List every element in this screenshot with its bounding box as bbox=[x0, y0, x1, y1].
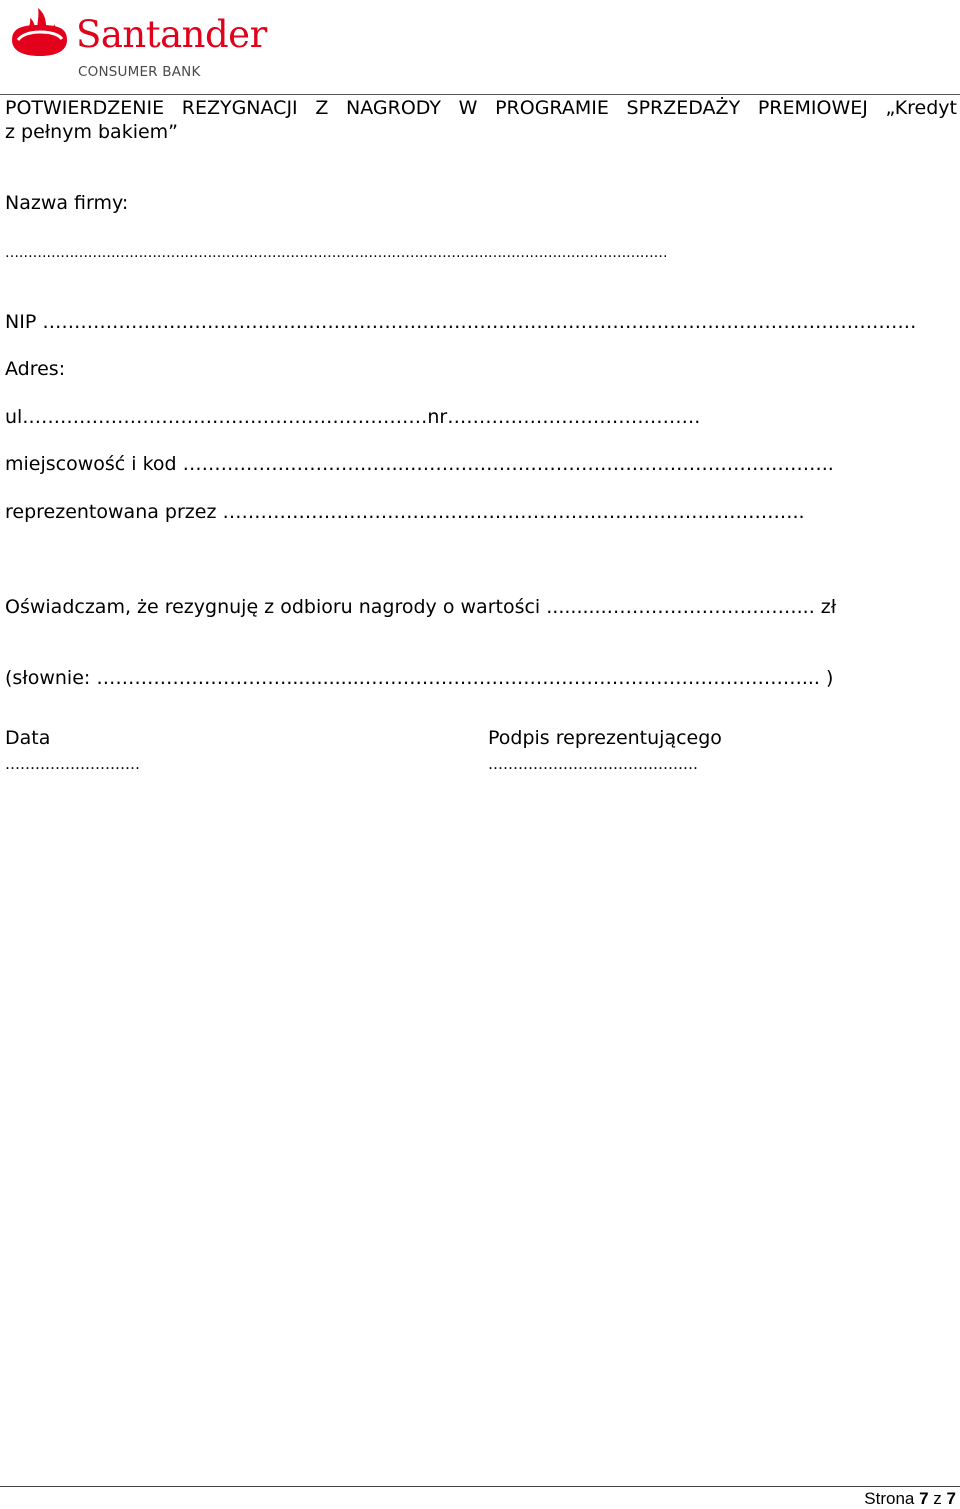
santander-logo bbox=[10, 6, 267, 84]
city-postcode-line: miejscowość i kod ……………………………..………………………………………………………….. bbox=[5, 453, 834, 475]
logo-subtitle: CONSUMER BANK bbox=[78, 64, 201, 80]
amount-in-words-line: (słownie: ………………………….............……………………………………………………………... ) bbox=[5, 667, 834, 689]
document-title-line2: z pełnym bakiem” bbox=[5, 121, 179, 143]
nip-field bbox=[5, 310, 916, 334]
representative-line: reprezentowana przez ……………………………………………………………………………….. bbox=[5, 501, 805, 523]
signature-label: Podpis reprezentującego bbox=[488, 727, 722, 749]
declaration-line: Oświadczam, że rezygnuję z odbioru nagrody o wartości ..........…………………………... zł bbox=[5, 596, 837, 618]
page-total: 7 bbox=[946, 1489, 956, 1508]
footer-divider bbox=[0, 1486, 960, 1487]
page-label: Strona bbox=[864, 1489, 915, 1508]
signature-fill-line: …………………………………… bbox=[488, 755, 698, 773]
date-label: Data bbox=[5, 727, 51, 749]
page-number bbox=[864, 1489, 956, 1509]
header-divider bbox=[0, 94, 960, 95]
page-current: 7 bbox=[919, 1489, 929, 1508]
address-label: Adres: bbox=[5, 358, 66, 380]
page-of: z bbox=[933, 1489, 942, 1508]
flame-icon bbox=[10, 6, 70, 58]
date-fill-line: ……………………… bbox=[5, 755, 140, 773]
document-title bbox=[5, 96, 957, 144]
street-line: ul.………………………………………………………nr…………………………………. bbox=[5, 406, 701, 428]
nip-line: NIP ………………………………………………………………………………………………………………………… bbox=[5, 311, 917, 333]
logo-brand-name: Santander bbox=[76, 13, 267, 56]
document-title-line1: POTWIERDZENIE REZYGNACJI Z NAGRODY W PROGRAMIE SPRZEDAŻY PREMIOWEJ „Kredyt bbox=[5, 97, 957, 119]
company-label: Nazwa firmy: bbox=[5, 192, 129, 214]
company-fill-line: ……………………………………………………………………………………………………………………………… bbox=[5, 245, 668, 261]
